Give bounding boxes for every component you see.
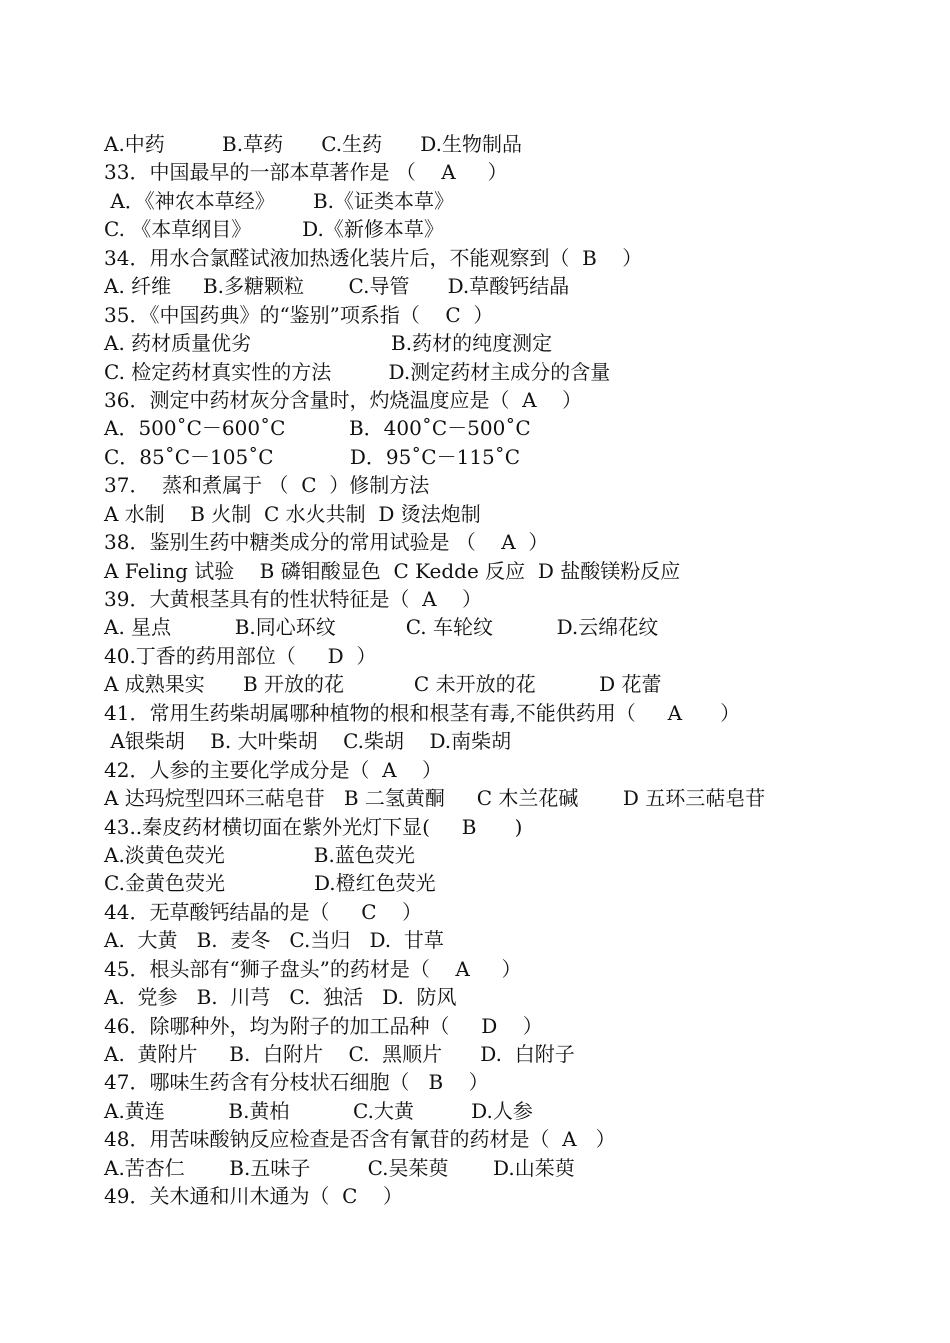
answer-options-32: A.中药 B.草药 C.生药 D.生物制品 bbox=[104, 132, 522, 156]
answer-options-36-a: A．500˚C－600˚C B．400˚C－500˚C bbox=[104, 416, 531, 441]
answer-options-35-c: C. 检定药材真实性的方法 D.测定药材主成分的含量 bbox=[104, 359, 611, 384]
answer-options-46: A. 黄附片 B. 白附片 C. 黑顺片 D. 白附子 bbox=[104, 1042, 575, 1066]
question-40: 40.丁香的药用部位（ D ） bbox=[104, 643, 377, 668]
question-49: 49．关木通和川木通为（ C ） bbox=[104, 1184, 403, 1209]
question-33: 33．中国最早的一部本草著作是 （ A ） bbox=[104, 160, 508, 185]
question-47: 47．哪味生药含有分枝状石细胞（ B ） bbox=[104, 1070, 489, 1095]
question-45: 45．根头部有“狮子盘头”的药材是（ A ） bbox=[104, 956, 522, 981]
question-37: 37． 蒸和煮属于 （ C ）修制方法 bbox=[104, 473, 430, 498]
question-44: 44．无草酸钙结晶的是（ C ） bbox=[104, 899, 422, 924]
answer-options-33-a: A．《神农本草经》 B.《证类本草》 bbox=[104, 188, 454, 213]
answer-options-43-c: C.金黄色荧光 D.橙红色荧光 bbox=[104, 871, 436, 896]
question-42: 42．人参的主要化学成分是（ A ） bbox=[104, 757, 443, 782]
answer-options-39: A. 星点 B.同心环纹 C. 车轮纹 D.云绵花纹 bbox=[104, 615, 659, 640]
question-38: 38．鉴别生药中糖类成分的常用试验是 （ A ） bbox=[104, 530, 549, 555]
answer-options-38: A Feling 试验 B 磷钼酸显色 C Kedde 反应 D 盐酸镁粉反应 bbox=[104, 558, 681, 583]
answer-options-40: A 成熟果实 B 开放的花 C 未开放的花 D 花蕾 bbox=[104, 672, 662, 697]
question-46: 46．除哪种外，均为附子的加工品种（ D ） bbox=[104, 1013, 543, 1038]
answer-options-47: A.黄连 B.黄柏 C.大黄 D.人参 bbox=[104, 1098, 533, 1123]
answer-options-43-a: A.淡黄色荧光 B.蓝色荧光 bbox=[104, 842, 415, 867]
answer-options-45: A. 党参 B. 川芎 C. 独活 D. 防风 bbox=[104, 985, 457, 1010]
answer-options-37: A 水制 B 火制 C 水火共制 D 烫法炮制 bbox=[104, 501, 481, 526]
question-48: 48．用苦味酸钠反应检查是否含有氰苷的药材是（ A ） bbox=[104, 1127, 616, 1152]
answer-options-34: A. 纤维 B.多糖颗粒 C.导管 D.草酸钙结晶 bbox=[104, 274, 570, 299]
question-list bbox=[104, 130, 864, 1211]
question-36: 36．测定中药材灰分含量时，灼烧温度应是（ A ） bbox=[104, 387, 583, 412]
question-43: 43..秦皮药材横切面在紫外光灯下显( B ) bbox=[104, 814, 523, 839]
answer-options-36-c: C．85˚C－105˚C D．95˚C－115˚C bbox=[104, 444, 521, 469]
question-41: 41．常用生药柴胡属哪种植物的根和根茎有毒,不能供药用（ A ） bbox=[104, 700, 741, 725]
answer-options-41: A银柴胡 B. 大叶柴胡 C.柴胡 D.南柴胡 bbox=[104, 729, 512, 754]
question-34: 34．用水合氯醛试液加热透化装片后，不能观察到（ B ） bbox=[104, 245, 643, 270]
answer-options-35-a: A. 药材质量优劣 B.药材的纯度测定 bbox=[104, 331, 553, 356]
question-35: 35．《中国药典》的“鉴别”项系指（ C ） bbox=[104, 302, 494, 327]
answer-options-44: A. 大黄 B. 麦冬 C.当归 D. 甘草 bbox=[104, 928, 444, 953]
answer-options-33-c: C. 《本草纲目》 D.《新修本草》 bbox=[104, 217, 444, 242]
question-39: 39．大黄根茎具有的性状特征是（ A ） bbox=[104, 587, 483, 611]
answer-options-48: A.苦杏仁 B.五味子 C.吴茱萸 D.山茱萸 bbox=[104, 1155, 575, 1180]
answer-options-42: A 达玛烷型四环三萜皂苷 B 二氢黄酮 C 木兰花碱 D 五环三萜皂苷 bbox=[104, 786, 766, 811]
